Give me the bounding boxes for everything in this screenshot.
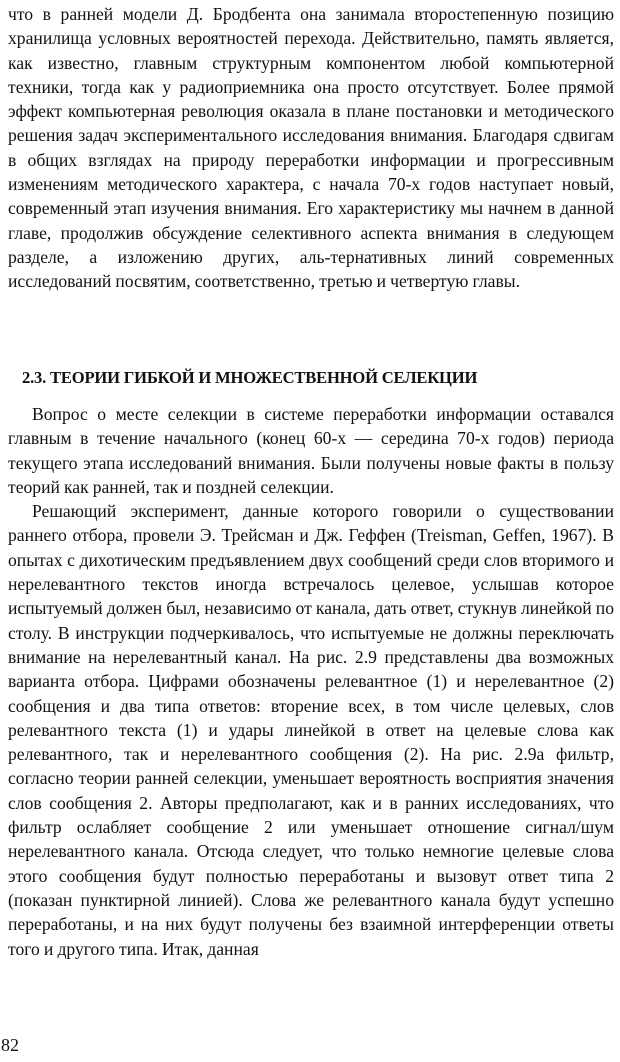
paragraph-1: Вопрос о месте селекции в системе переработки информации оставался главным в течение начального (конец 60-х — середина 70-х годов) периода текущего этапа исследований внимания. Были получены новые факты в пользу теорий как ранней, так и поздней селекции. bbox=[8, 404, 614, 497]
page-number: 82 bbox=[1, 1035, 19, 1055]
section-body bbox=[8, 402, 614, 961]
top-paragraph: что в ранней модели Д. Бродбента она занимала второстепенную позицию хранилища условных вероятностей перехода. Действительно, память является, как известно, главным структурным компонентом любой компьютерной техники, тогда как у радиоприемника она просто отсутствует. Более прямой эффект компьютерная революция оказала в плане постановки и методического решения задач экспериментального исследования внимания. Благодаря сдвигам в общих взглядах на природу переработки информации и прогрессивным изменениям методического характера, с начала 70-х годов наступает новый, современный этап изучения внимания. Его характеристику мы начнем в данной главе, продолжив обсуждение селективного аспекта внимания в следующем разделе, а изложению других, аль-тернативных линий современных исследований посвятим, соответственно, третью и четвертую главы. bbox=[8, 4, 614, 292]
paragraph-2: Решающий эксперимент, данные которого говорили о существовании раннего отбора, провели Э. Трейсман и Дж. Геффен (Treisman, Geffen, 1967). В опытах с дихотическим предъявлением двух сообщений среди слов вторимого и нерелевантного текстов иногда встречалось целевое, услышав которое испытуемый должен был, независимо от канала, дать ответ, стукнув линейкой по столу. В инструкции подчеркивалось, что испытуемые не должны переключать внимание на нерелевантный канал. На рис. 2.9 представлены два возможных варианта отбора. Цифрами обозначены релевантное (1) и нерелевантное (2) сообщения и два типа ответов: вторение всех, в том числе целевых, слов релевантного текста (1) и удары линейкой в ответ на целевые слова как релевантного, так и нерелевантного сообщения (2). На рис. 2.9а фильтр, согласно теории ранней селекции, уменьшает вероятность восприятия значения слов сообщения 2. Авторы предполагают, как и в ранних исследованиях, что фильтр ослабляет сообщение 2 или уменьшает отношение сигнал/шум нерелевантного канала. Отсюда следует, что только немногие целевые слова этого сообщения будут полностью переработаны и вызовут ответ типа 2 (показан пунктирной линией). Слова же релевантного канала будут успешно переработаны, и на них будут получены без взаимной интерференции ответы того и другого типа. Итак, данная bbox=[8, 501, 614, 959]
section-heading: 2.3. ТЕОРИИ ГИБКОЙ И МНОЖЕСТВЕННОЙ СЕЛЕКЦИИ bbox=[22, 368, 478, 387]
